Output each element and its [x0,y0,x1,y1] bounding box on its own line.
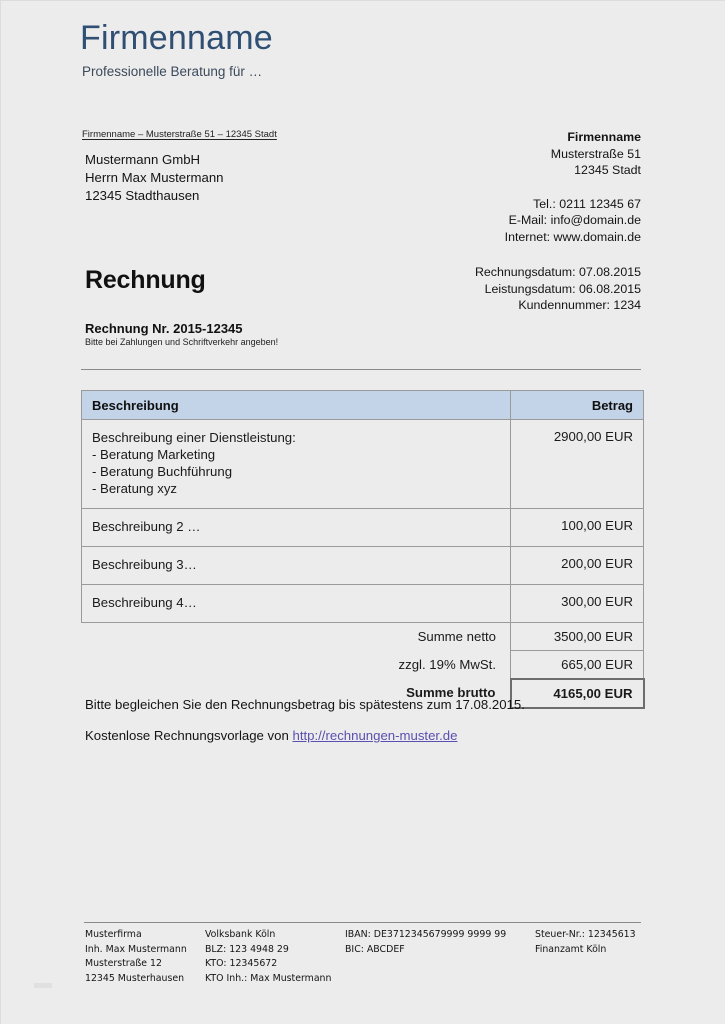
template-source-link[interactable]: http://rechnungen-muster.de [292,728,458,743]
payment-terms-text: Bitte begleichen Sie den Rechnungsbetrag bis spätestens zum 17.08.2015. [85,697,525,712]
row-amount: 300,00 EUR [511,585,644,623]
total-amount: 4165,00 EUR [511,679,644,708]
description-line: - Beratung xyz [92,481,178,496]
total-row-net [82,623,644,651]
invoice-note: Bitte bei Zahlungen und Schriftverkehr angeben! [85,337,279,347]
contact-phone: Tel.: 0211 12345 67 [533,196,641,211]
table-row [82,585,644,623]
footer-line: Finanzamt Köln [535,943,607,955]
table-header-row [82,391,644,420]
invoice-date: Rechnungsdatum: 07.08.2015 [474,265,641,279]
recipient-line: 12345 Stadthausen [85,188,200,203]
table-row [82,547,644,585]
description-line: Beschreibung einer Dienstleistung: [92,430,296,445]
contact-street: Musterstraße 51 [550,146,641,161]
sender-return-address: Firmenname – Musterstraße 51 – 12345 Stadt [82,129,277,140]
contact-internet: Internet: www.domain.de [504,229,641,244]
row-amount: 100,00 EUR [511,509,644,547]
total-label: Summe brutto [406,685,496,700]
line-items-table [81,390,645,709]
description-line: Beschreibung 2 … [92,519,201,534]
row-description [82,585,511,623]
company-tagline: Professionelle Beratung für … [82,64,263,80]
footer-line: IBAN: DE3712345679999 9999 99 [345,929,507,940]
recipient-line: Mustermann GmbH [85,152,201,167]
column-header-amount: Betrag [511,391,644,420]
row-description [82,547,511,585]
footer-line: Steuer-Nr.: 12345613 [535,929,636,940]
invoice-meta-block [475,264,641,314]
letterhead [80,19,640,80]
column-header-description: Beschreibung [82,391,511,420]
table-row [82,509,644,547]
row-amount: 2900,00 EUR [511,420,644,509]
total-amount: 665,00 EUR [511,651,644,680]
total-label: Summe netto [417,629,496,644]
description-line: Beschreibung 3… [92,557,197,572]
company-title: Firmenname [80,19,273,57]
template-credit-prefix: Kostenlose Rechnungsvorlage von [85,728,293,743]
footer-line: Musterstraße 12 [85,958,162,970]
table-row [82,420,644,509]
total-label: zzgl. 19% MwSt. [398,656,496,672]
row-amount: 200,00 EUR [511,547,644,585]
footer-line: BIC: ABCDEF [345,943,405,955]
contact-email: E-Mail: info@domain.de [508,213,641,227]
recipient-address [85,151,224,205]
footer-column-tax [535,928,645,986]
footer-line: 12345 Musterhausen [85,972,185,984]
scan-artifact [34,983,52,988]
contact-spacer [505,179,641,196]
row-description [82,509,511,547]
contact-company-name: Firmenname [567,130,641,144]
footer [85,928,645,986]
footer-column-company [85,928,205,986]
total-amount: 3500,00 EUR [511,623,644,651]
footer-line: BLZ: 123 4948 29 [205,943,289,955]
customer-number: Kundennummer: 1234 [518,298,641,312]
footer-line: KTO: 12345672 [205,958,278,970]
page-title: Rechnung [85,266,206,294]
footer-column-bank [205,928,345,986]
footer-line: KTO Inh.: Max Mustermann [205,972,332,984]
footer-column-iban [345,928,535,986]
company-contact-block [505,129,641,245]
description-line: Beschreibung 4… [92,595,197,610]
recipient-line: Herrn Max Mustermann [85,170,224,185]
invoice-number: Rechnung Nr. 2015-12345 [85,321,243,336]
template-credit [85,728,457,743]
footer-line: Musterfirma [85,929,142,940]
contact-city: 12345 Stadt [574,163,641,177]
footer-line: Volksbank Köln [205,929,276,940]
footer-line: Inh. Max Mustermann [85,943,187,955]
header-divider [81,369,641,370]
row-description [82,420,511,509]
description-line: - Beratung Buchführung [92,464,233,479]
footer-divider [84,922,641,923]
description-line: - Beratung Marketing [92,447,216,462]
total-row-vat [82,651,644,680]
service-date: Leistungsdatum: 06.08.2015 [484,281,641,296]
